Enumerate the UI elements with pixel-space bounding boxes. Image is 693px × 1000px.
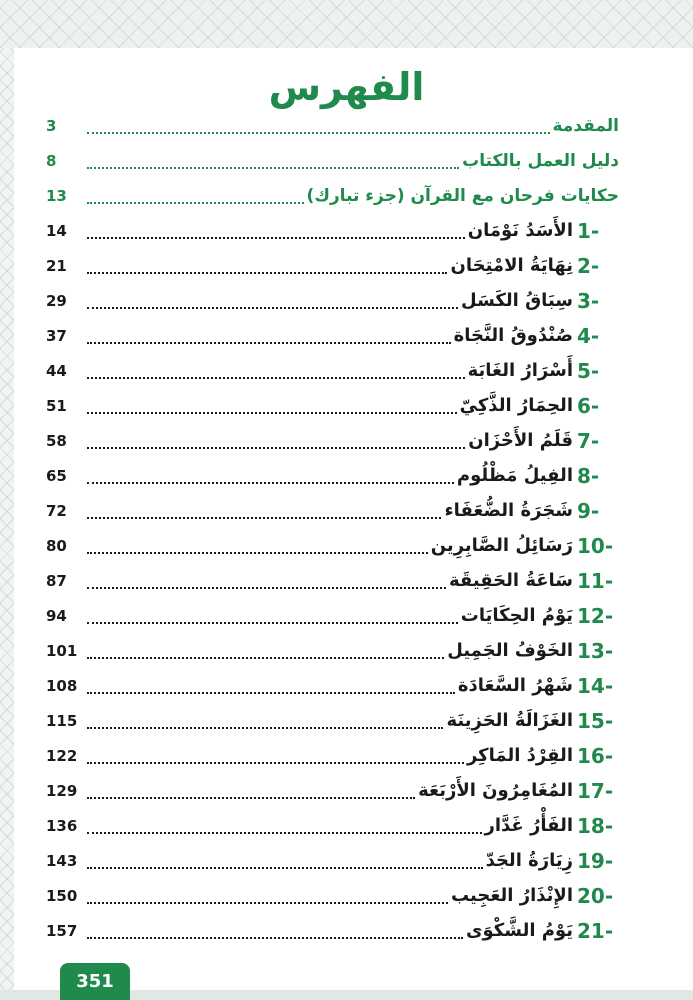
toc-page-number: 21 [46,256,67,275]
page-title: الفهرس [268,65,425,109]
story-number: 10- [577,533,614,558]
story-title: رَسَائِلُ الصَّابِرِين [430,535,573,556]
leader-dots [87,902,448,904]
story-title: أَسْرَارُ الغَابَة [467,360,573,381]
toc-page-number: 87 [46,571,67,590]
story-number: 8- [577,463,600,488]
toc-entry-introduction[interactable] [46,108,623,143]
left-decorative-border [0,48,14,1000]
story-number: 16- [577,743,614,768]
toc-page-number: 94 [46,606,67,625]
story-entry[interactable] [46,563,623,598]
story-number: 6- [577,393,600,418]
story-entry[interactable] [46,248,623,283]
story-number: 2- [577,253,600,278]
story-number: 14- [577,673,614,698]
story-entry[interactable] [46,283,623,318]
story-title: سِبَاقُ الكَسَل [461,290,573,311]
toc-page-number: 80 [46,536,67,555]
toc-page-number: 44 [46,361,67,380]
leader-dots [87,132,550,134]
story-entry[interactable] [46,423,623,458]
story-entry[interactable] [46,528,623,563]
leader-dots [87,692,455,694]
leader-dots [87,867,483,869]
story-title: الحِمَارُ الذَّكِيّ [459,395,573,416]
story-number: 19- [577,848,614,873]
story-title: زِيَارَةُ الجَدّ [485,850,573,871]
story-title: يَوْمُ الشَّكْوَى [466,920,573,941]
leader-dots [87,832,482,834]
leader-dots [87,412,457,414]
leader-dots [87,517,441,519]
story-number: 20- [577,883,614,908]
story-number: 21- [577,918,614,943]
story-number: 1- [577,218,600,243]
leader-dots [87,622,458,624]
story-entry[interactable] [46,808,623,843]
story-entry[interactable] [46,598,623,633]
page-number-badge [60,963,130,1000]
story-number: 15- [577,708,614,733]
leader-dots [87,552,428,554]
toc-page-number: 51 [46,396,67,415]
page-number: 351 [76,971,114,992]
toc-page-number: 65 [46,466,67,485]
story-entry[interactable] [46,913,623,948]
toc-page-number: 136 [46,816,78,835]
story-number: 3- [577,288,600,313]
toc-entry-label: دليل العمل بالكتاب [462,150,619,171]
story-entry[interactable] [46,703,623,738]
leader-dots [87,342,451,344]
story-entry[interactable] [46,318,623,353]
toc-page-number: 129 [46,781,78,800]
story-entry[interactable] [46,458,623,493]
story-title: المُغَامِرُونَ الأَرْبَعَة [418,780,573,801]
toc-page-number: 58 [46,431,67,450]
toc-page-number: 150 [46,886,78,905]
toc-page-number: 13 [46,186,67,205]
story-entry[interactable] [46,773,623,808]
story-number: 7- [577,428,600,453]
toc-page-number: 14 [46,221,67,240]
toc-page-number: 72 [46,501,67,520]
story-number: 4- [577,323,600,348]
leader-dots [87,937,463,939]
toc-page-number: 29 [46,291,67,310]
leader-dots [87,657,444,659]
toc-page-number: 3 [46,116,57,135]
story-entry[interactable] [46,493,623,528]
leader-dots [87,482,454,484]
story-title: القِرْدُ المَاكِر [466,745,573,766]
story-entry[interactable] [46,738,623,773]
table-of-contents [46,108,623,948]
leader-dots [87,377,465,379]
leader-dots [87,587,446,589]
leader-dots [87,237,465,239]
story-title: الأَسَدُ نَوْمَان [467,220,573,241]
story-title: الفِيلُ مَظْلُوم [456,465,573,486]
story-entry[interactable] [46,388,623,423]
story-title: الغَزَالَةُ الحَزِينَة [446,710,573,731]
leader-dots [87,167,459,169]
leader-dots [87,307,458,309]
top-decorative-border [0,0,693,48]
story-title: شَجَرَةُ الضُّعَفَاء [444,500,573,521]
toc-entry-label: المقدمة [552,115,619,136]
story-entry[interactable] [46,668,623,703]
leader-dots [87,762,464,764]
story-number: 9- [577,498,600,523]
toc-page-number: 37 [46,326,67,345]
toc-page-number: 101 [46,641,78,660]
leader-dots [87,797,415,799]
story-number: 17- [577,778,614,803]
toc-page-number: 122 [46,746,78,765]
toc-page-number: 115 [46,711,78,730]
story-title: شَهْرُ السَّعَادَة [457,675,573,696]
story-number: 13- [577,638,614,663]
story-entry[interactable] [46,353,623,388]
story-title: نِهَايَةُ الامْتِحَان [450,255,573,276]
story-entry[interactable] [46,213,623,248]
story-number: 18- [577,813,614,838]
leader-dots [87,727,443,729]
toc-page-number: 157 [46,921,78,940]
story-title: يَوْمُ الحِكَايَات [460,605,573,626]
toc-entry-stories-section[interactable] [46,178,623,213]
story-number: 5- [577,358,600,383]
story-number: 12- [577,603,614,628]
story-number: 11- [577,568,614,593]
story-title: الإِنْذَارُ العَجِيب [451,885,573,906]
toc-entry-label: حكايات فرحان مع القرآن (جزء تبارك) [306,185,619,206]
story-entry[interactable] [46,878,623,913]
toc-entry-guide[interactable] [46,143,623,178]
story-entry[interactable] [46,843,623,878]
leader-dots [87,447,465,449]
story-title: صُنْدُوقُ النَّجَاة [453,325,573,346]
toc-page-number: 143 [46,851,78,870]
story-title: الفَأْرُ غَدَّار [484,815,573,836]
leader-dots [87,272,447,274]
toc-page-number: 8 [46,151,57,170]
toc-page-number: 108 [46,676,78,695]
leader-dots [87,202,304,204]
story-entry[interactable] [46,633,623,668]
story-title: قَلَمُ الأَحْزَان [468,430,573,451]
story-title: سَاعَةُ الحَقِيقَة [448,570,573,591]
story-title: الخَوْفُ الجَمِيل [447,640,573,661]
